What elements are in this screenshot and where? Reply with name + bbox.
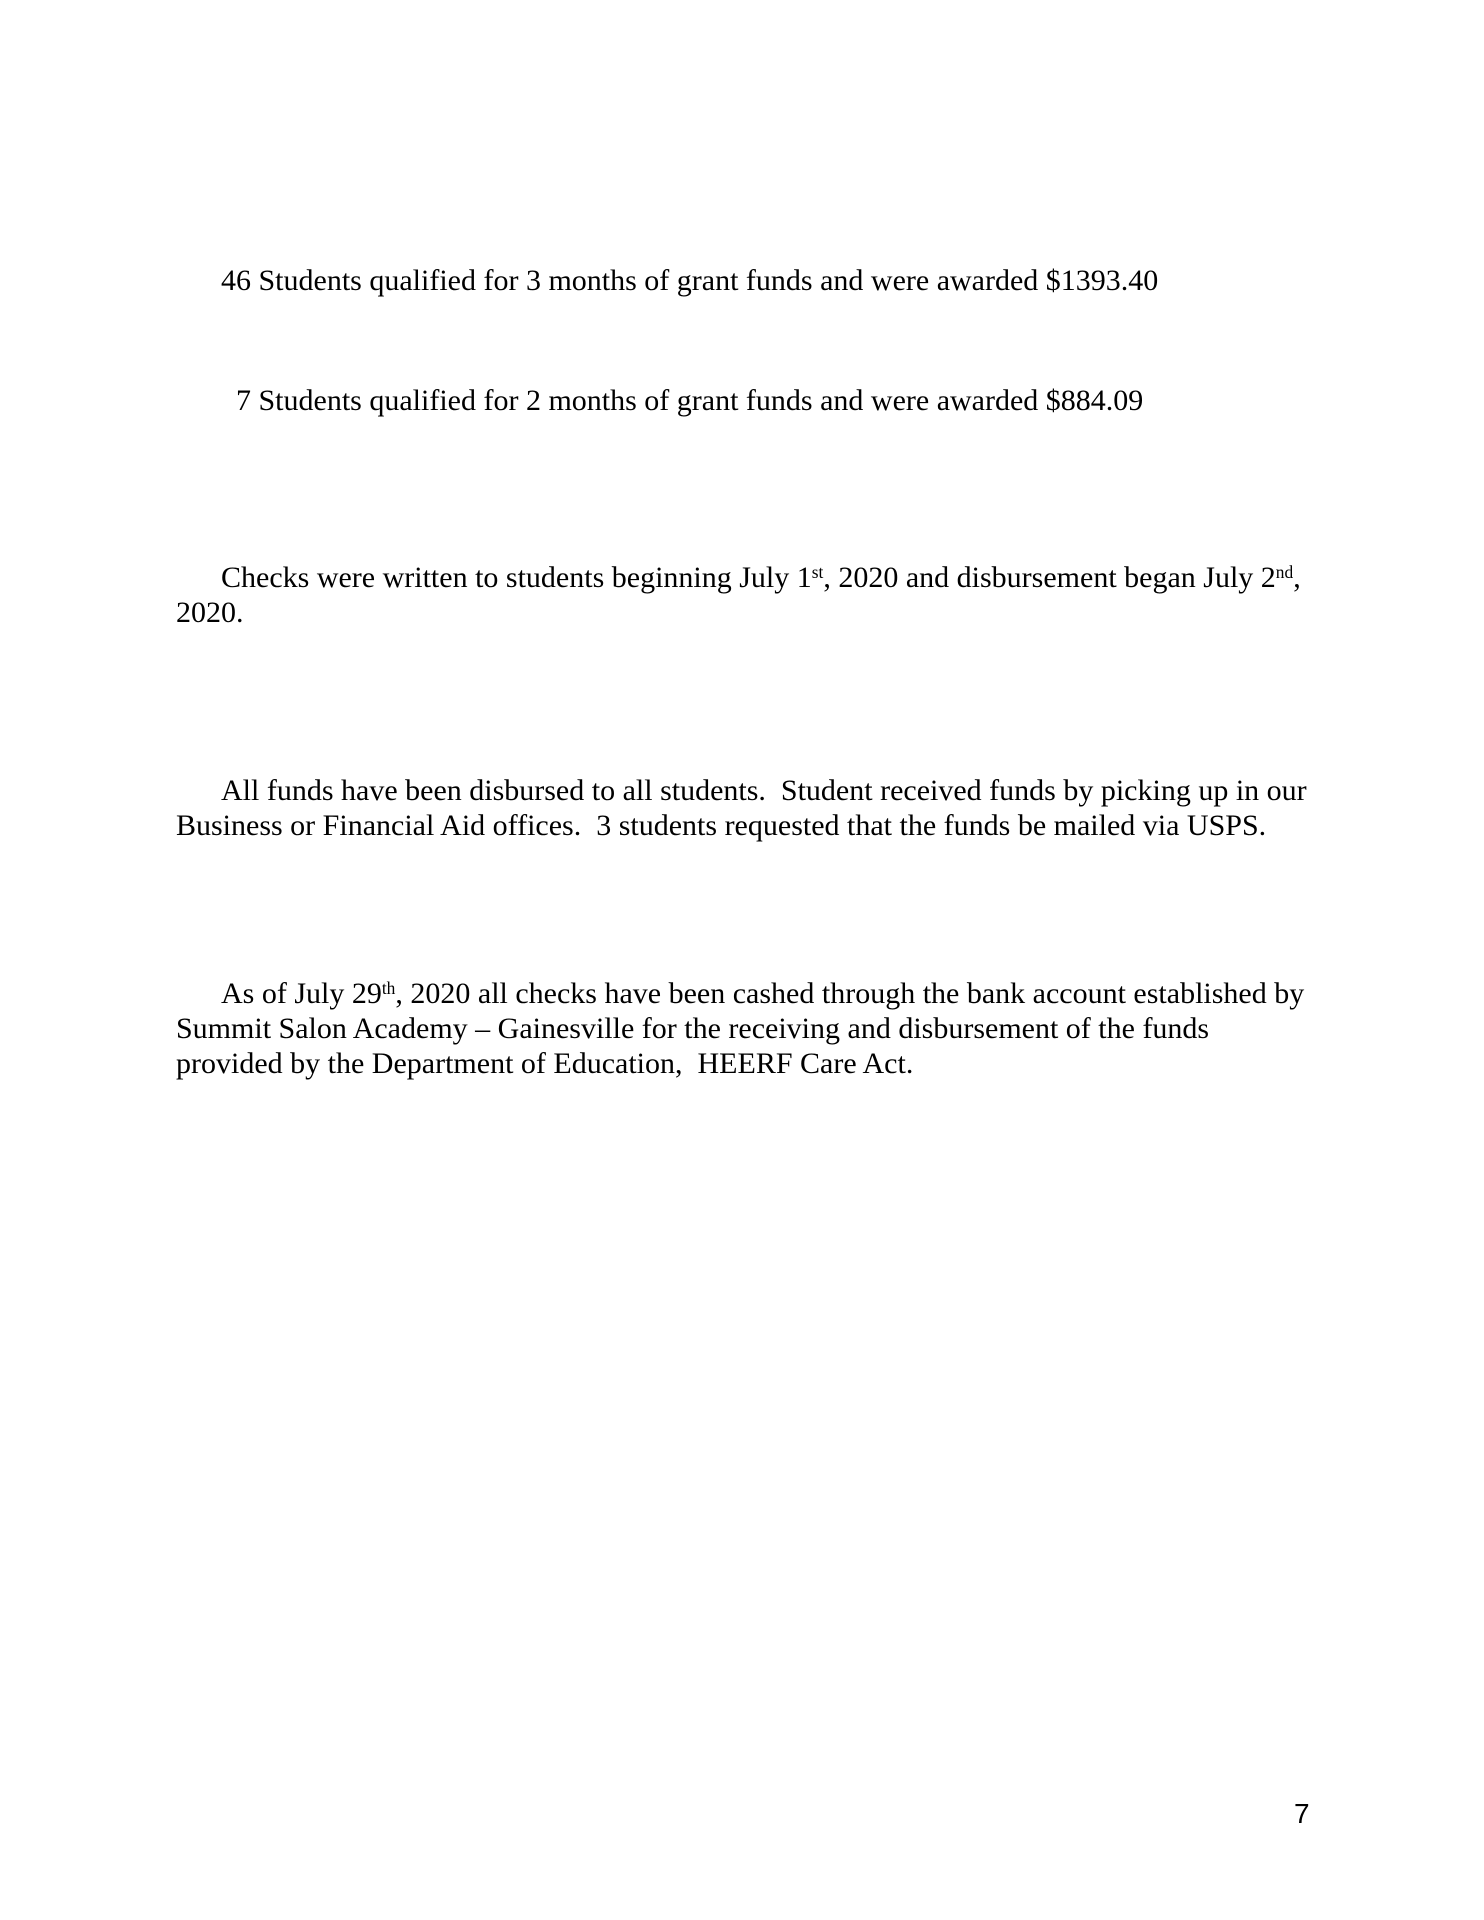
ordinal-superscript: st <box>811 562 824 583</box>
paragraph-text: As of July 29 <box>221 977 382 1010</box>
paragraph-text: , 2020 all checks have been cashed through the bank account established by Summit Salon Academy – Gainesville for the receiving and disbursement of the funds provided by the Department of Education, HEERF Care Act. <box>176 977 1312 1080</box>
paragraph-grant-2-months <box>176 348 1308 453</box>
paragraph-checks-cashed <box>176 941 1312 1116</box>
paragraph-text: , 2020. <box>176 561 1309 629</box>
paragraph-text: All funds have been disbursed to all students. Student received funds by picking up in our Business or Financial Aid offices. 3 students requested that the funds be mailed via USPS. <box>176 774 1315 842</box>
paragraph-funds-disbursed <box>176 738 1315 878</box>
paragraph-text: 7 Students qualified for 2 months of grant funds and were awarded $884.09 <box>221 384 1144 417</box>
paragraph-text: , 2020 and disbursement began July 2 <box>823 561 1276 594</box>
page-number: 7 <box>1294 1798 1310 1829</box>
paragraph-text: 46 Students qualified for 3 months of grant funds and were awarded $1393.40 <box>221 264 1159 297</box>
ordinal-superscript: nd <box>1275 562 1294 583</box>
paragraph-checks-written <box>176 525 1308 665</box>
paragraph-grant-3-months <box>176 228 1308 333</box>
paragraph-text: Checks were written to students beginning July 1 <box>221 561 812 594</box>
ordinal-superscript: th <box>381 978 396 999</box>
